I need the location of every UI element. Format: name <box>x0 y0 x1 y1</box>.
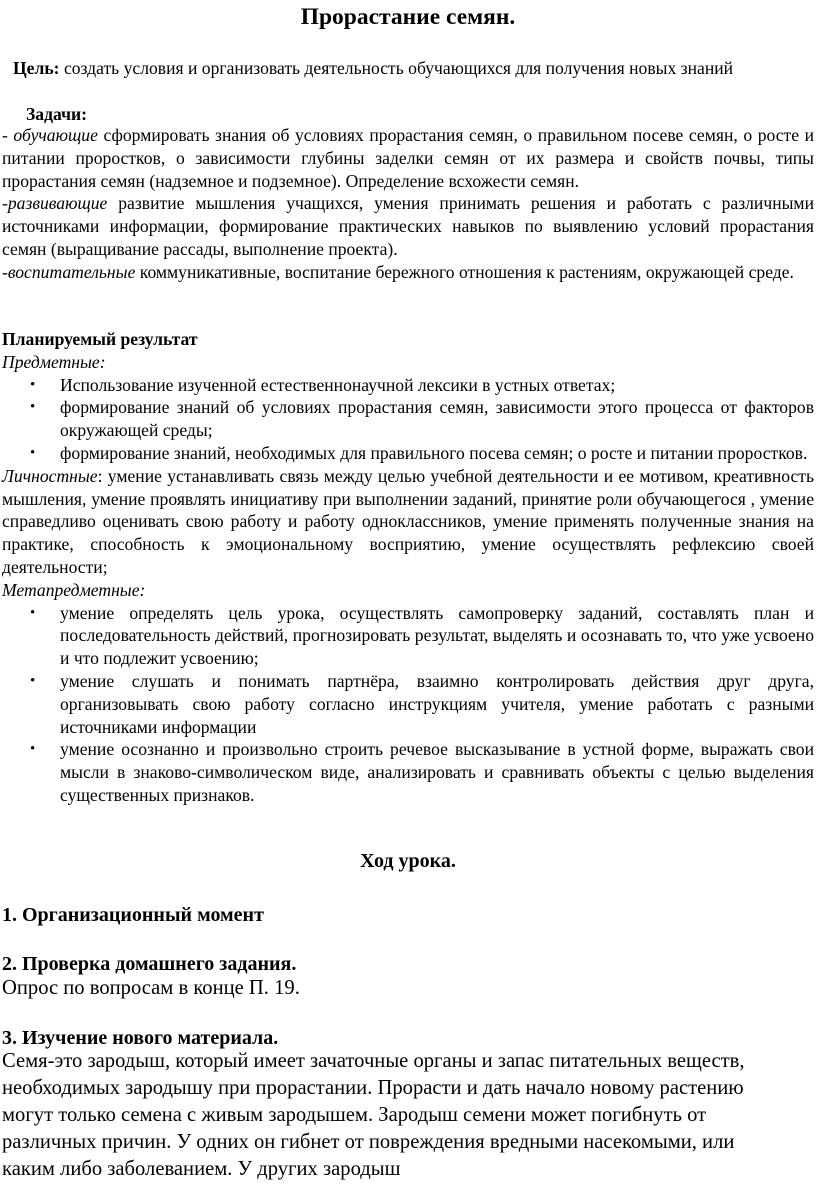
bullet-icon: • <box>30 672 36 689</box>
task-item-developing: -развивающие развитие мышления учащихся, умения принимать решения и работать с различными источниками информации, формирование практических навыков по выявлению условий прорастания семян (выращивание рассады, выполнение проекта). <box>2 193 814 259</box>
list-item: • Использование изученной естественнонаучной лексики в устных ответах; <box>30 374 616 395</box>
results-section <box>2 328 814 807</box>
goal-label: Цель: <box>13 58 60 78</box>
bullet-icon: • <box>30 741 36 758</box>
task-text-developing: развитие мышления учащихся, умения принимать решения и работать с различными источниками информации, формирование практических навыков по выявлению условий прорастания семян (выращивание рассады, выполнение проекта). <box>2 193 814 259</box>
bullet-icon: • <box>30 376 36 393</box>
new-material-text: Семя-это зародыш, который имеет зачаточные органы и запас питательных веществ, необходимых зародышу при прорастании. Прорасти и дать начало новому растению могут только семена с живым зародышем. Зародыш семени может погибнуть от различных причин. У одних он гибнет от повреждения вредными насекомыми, или каким либо заболеванием. У других зародыш <box>2 1050 745 1180</box>
task-item-learning: - обучающие сформировать знания об условиях прорастания семян, о правильном посеве семян, о росте и питании проростков, о зависимости глубины заделки семян от их размера и свойств почвы, типы прорастания семян (надземное и подземное). Определение всхожести семян. <box>2 125 814 191</box>
task-kind-developing: развивающие <box>7 193 108 214</box>
tasks-list <box>2 124 814 284</box>
list-item: • умение осознанно и произвольно строить речевое высказывание в устной форме, выражать свои мысли в знаково-символическом виде, анализировать и сравнивать объекты с целью выделения существенных признаков. <box>30 739 814 805</box>
section-homework-check: 2. Проверка домашнего задания. <box>2 953 297 975</box>
subject-results-label: Предметные: <box>2 351 106 372</box>
list-item: • формирование знаний об условиях прорастания семян, зависимости этого процесса от факторов окружающей среды; <box>30 397 814 441</box>
task-text-educational: коммуникативные, воспитание бережного отношения к растениям, окружающей среде. <box>135 261 794 282</box>
page-title: Прорастание семян. <box>300 4 516 30</box>
list-item: • умение слушать и понимать партнёра, взаимно контролировать действия друг друга, организовывать свою работу согласно инструкциям учителя, умение работать с разными источниками информации <box>30 670 814 737</box>
results-heading: Планируемый результат <box>2 329 198 349</box>
section-organizational: 1. Организационный момент <box>2 904 264 926</box>
list-item: • формирование знаний, необходимых для правильного посева семян; о росте и питании проростков. <box>30 442 808 463</box>
task-kind-learning: обучающие <box>13 125 98 145</box>
personal-results-label: Личностные <box>2 465 98 486</box>
meta-results-list <box>2 602 814 807</box>
subject-results-list <box>2 374 814 465</box>
personal-results-text: : умение устанавливать связь между целью учебной деятельности и ее мотивом, креативность мышления, умение проявлять инициативу при выполнении заданий, принятие роли обучающегося , умение справедливо оценивать свою работу и работу одноклассников, умение применять полученные знания на практике, способность к эмоциональному восприятию, умение осуществлять рефлексию своей деятельности; <box>2 465 814 577</box>
personal-results <box>2 465 814 579</box>
goal-line <box>13 57 816 80</box>
section-new-material: 3. Изучение нового материала. <box>2 1027 279 1049</box>
list-item: • умение определять цель урока, осуществлять самопроверку заданий, составлять план и последовательность действий, прогнозировать результат, выделять и осознавать то, что уже усвоено и что подлежит усвоению; <box>30 602 814 669</box>
meta-results-label: Метапредметные: <box>2 579 146 600</box>
task-item-educational: -воспитательные коммуникативные, воспитание бережного отношения к растениям, окружающей среде. <box>2 261 794 282</box>
task-text-learning: сформировать знания об условиях прорастания семян, о правильном посеве семян, о росте и питании проростков, о зависимости глубины заделки семян от их размера и свойств почвы, типы прорастания семян (надземное и подземное). Определение всхожести семян. <box>2 125 814 191</box>
task-kind-educational: воспитательные <box>7 261 136 282</box>
homework-text: Опрос по вопросам в конце П. 19. <box>2 977 300 999</box>
bullet-icon: • <box>30 399 36 416</box>
goal-text: создать условия и организовать деятельность обучающихся для получения новых знаний <box>63 58 734 78</box>
lesson-heading: Ход урока. <box>360 850 456 872</box>
bullet-icon: • <box>30 604 36 621</box>
tasks-label: Задачи: <box>26 104 87 124</box>
bullet-icon: • <box>30 444 36 461</box>
